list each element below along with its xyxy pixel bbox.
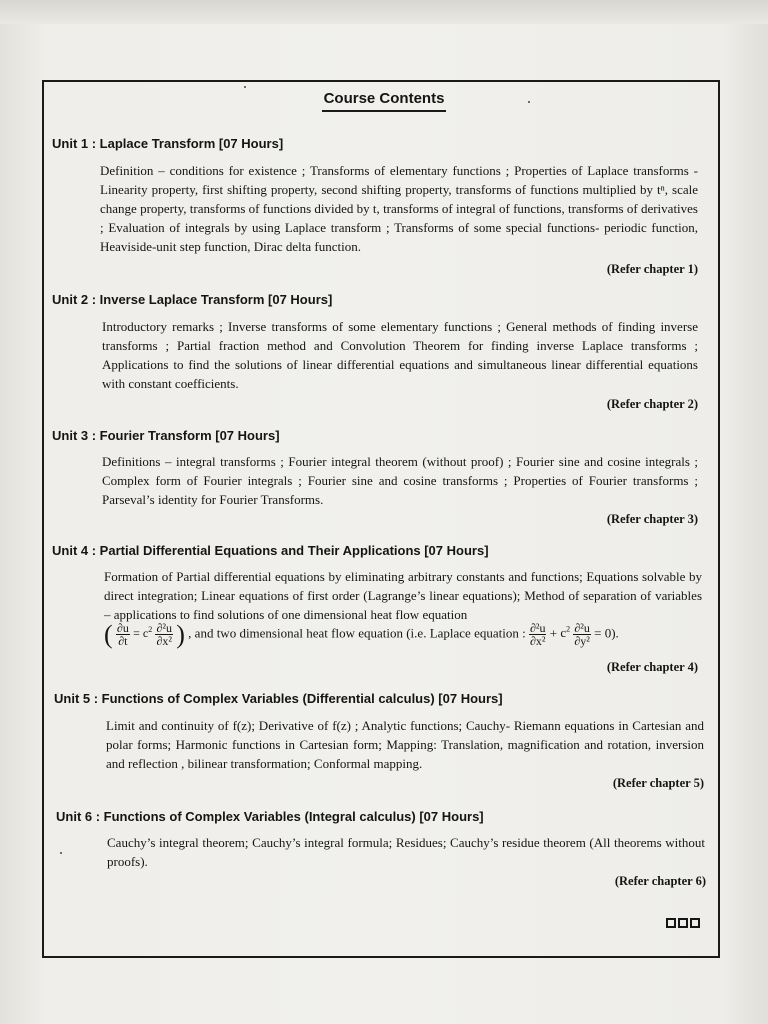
unit-4-body: Formation of Partial differential equations by eliminating arbitrary constants and functions; Equations solvable by direct integration; Linear equations of first order (Lagrange’s linear equations); Method of separation of variables – applications to find solutions of one dimensional heat flow equation: [104, 569, 702, 622]
unit-4-equation-end: = 0).: [594, 625, 619, 641]
end-of-section-mark: [666, 918, 700, 928]
d2u-dx2-fraction: $\frac{\text{∂²u}}{\text{∂x²}}$: [156, 621, 172, 648]
scan-speck: [244, 86, 246, 88]
unit-4-equation-line: [104, 622, 704, 647]
laplace-plus: +: [549, 625, 558, 641]
unit-3-reference: (Refer chapter 3): [606, 512, 698, 526]
scan-speck: [528, 101, 530, 103]
laplace-d2u-dx2: $\frac{\text{∂²u}}{\text{∂x²}}$: [529, 621, 546, 648]
unit-6-reference: (Refer chapter 6): [614, 874, 706, 888]
unit-3-heading: Unit 3 : Fourier Transform [07 Hours]: [52, 428, 280, 443]
right-paren: ): [176, 620, 185, 649]
unit-2-heading: Unit 2 : Inverse Laplace Transform [07 Hours]: [52, 292, 333, 307]
unit-3-body: Definitions – integral transforms ; Fourier integral theorem (without proof) ; Fourier sine and cosine integrals ; Complex form of Fourier integrals ; Fourier sine and cosine transforms ; Properties of Fourier transforms ; Parseval’s identity for Fourier Transforms.: [102, 454, 698, 507]
unit-5-heading: Unit 5 : Functions of Complex Variables (Differential calculus) [07 Hours]: [54, 691, 503, 706]
left-paren: (: [104, 620, 113, 649]
unit-4-heading: Unit 4 : Partial Differential Equations and Their Applications [07 Hours]: [52, 543, 489, 558]
unit-5-reference: (Refer chapter 5): [612, 776, 704, 790]
scan-speck: [60, 852, 62, 854]
unit-2-reference: (Refer chapter 2): [606, 397, 698, 411]
equals-c2: = $c^2$: [133, 625, 153, 641]
unit-6-body: Cauchy’s integral theorem; Cauchy’s integral formula; Residues; Cauchy’s residue theorem (All theorems without proofs).: [107, 835, 705, 869]
unit-2-body: Introductory remarks ; Inverse transforms of some elementary functions ; General methods of finding inverse transforms ; Partial fraction method and Convolution Theorem for finding inverse Laplace transforms ; Applications to find the solutions of linear differential equations and simultaneous linear differential equations with constant coefficients.: [102, 319, 698, 391]
unit-1-body: Definition – conditions for existence ; Transforms of elementary functions ; Properties of Laplace transforms - Linearity property, first shifting property, second shifting property, transforms of functions multiplied by tⁿ, scale change property, transforms of functions divided by t, transforms of integral of functions, transforms of derivatives ; Evaluation of integrals by using Laplace transform ; Transforms of some special functions- periodic function, Heaviside-unit step function, Dirac delta function.: [100, 163, 698, 254]
unit-4-equation-text: , and two dimensional heat flow equation (i.e. Laplace equation :: [188, 625, 526, 641]
unit-6-heading: Unit 6 : Functions of Complex Variables (Integral calculus) [07 Hours]: [56, 809, 484, 824]
laplace-c2: $c^2$: [560, 625, 571, 641]
page-title: Course Contents: [0, 90, 768, 107]
unit-4-reference: (Refer chapter 4): [606, 660, 698, 674]
page-top-edge: [0, 0, 768, 24]
unit-1-reference: (Refer chapter 1): [606, 262, 698, 276]
unit-1-heading: Unit 1 : Laplace Transform [07 Hours]: [52, 136, 284, 151]
unit-5-body: Limit and continuity of f(z); Derivative of f(z) ; Analytic functions; Cauchy- Riemann equations in Cartesian and polar forms; Harmonic functions in Cartesian form; Mapping: Translation, magnification and rotation, inversion and reflection , bilinear transformation; Conformal mapping.: [106, 718, 704, 771]
end-box-2: [678, 918, 688, 928]
end-box-3: [690, 918, 700, 928]
laplace-d2u-dy2: $\frac{\text{∂²u}}{\text{∂y²}}$: [574, 621, 590, 648]
du-dt-fraction: $\frac{\partial u}{\partial t}$: [116, 621, 129, 648]
end-box-1: [666, 918, 676, 928]
